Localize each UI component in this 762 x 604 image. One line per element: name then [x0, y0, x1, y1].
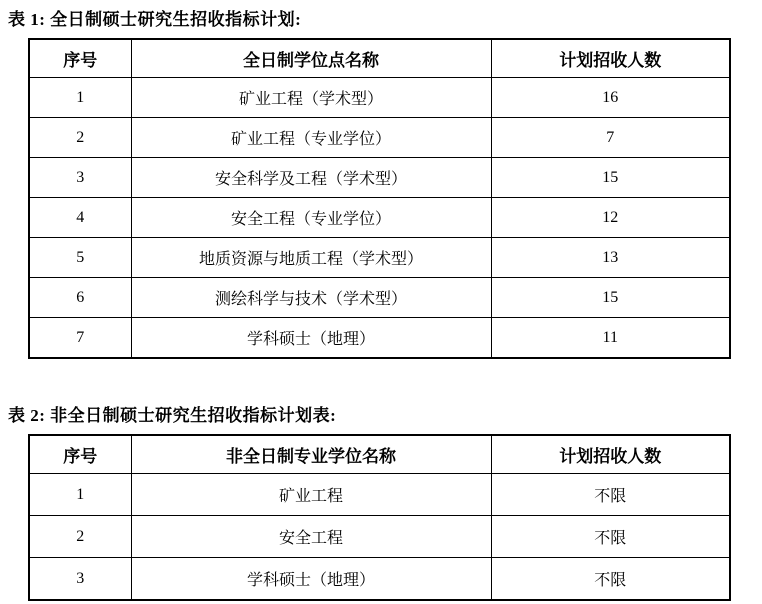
cell-planned-count: 16 [491, 78, 730, 118]
header-seq: 序号 [29, 39, 131, 78]
cell-seq: 5 [29, 238, 131, 278]
cell-seq: 2 [29, 118, 131, 158]
cell-planned-count: 7 [491, 118, 730, 158]
cell-program-name: 安全科学及工程（学术型） [131, 158, 491, 198]
header-program-name: 全日制学位点名称 [131, 39, 491, 78]
table1-fulltime-quota [28, 38, 731, 359]
table-row [29, 516, 730, 558]
table-row [29, 158, 730, 198]
cell-planned-count: 15 [491, 158, 730, 198]
cell-planned-count: 不限 [491, 558, 730, 601]
cell-seq: 7 [29, 318, 131, 359]
cell-seq: 4 [29, 198, 131, 238]
table-row [29, 238, 730, 278]
table2-parttime-quota [28, 434, 731, 601]
table-row [29, 198, 730, 238]
table2-title: 表 2: 非全日制硕士研究生招收指标计划表: [8, 406, 337, 425]
cell-planned-count: 不限 [491, 474, 730, 516]
cell-planned-count: 不限 [491, 516, 730, 558]
cell-program-name: 测绘科学与技术（学术型） [131, 278, 491, 318]
header-program-name: 非全日制专业学位名称 [131, 435, 491, 474]
header-planned-count: 计划招收人数 [491, 39, 730, 78]
cell-planned-count: 11 [491, 318, 730, 359]
cell-program-name: 安全工程 [131, 516, 491, 558]
table-row [29, 118, 730, 158]
table-row [29, 474, 730, 516]
header-planned-count: 计划招收人数 [491, 435, 730, 474]
cell-program-name: 矿业工程（专业学位） [131, 118, 491, 158]
header-seq: 序号 [29, 435, 131, 474]
table2-header-row [29, 435, 730, 474]
cell-planned-count: 12 [491, 198, 730, 238]
table1-title: 表 1: 全日制硕士研究生招收指标计划: [8, 10, 302, 29]
cell-planned-count: 13 [491, 238, 730, 278]
cell-seq: 3 [29, 158, 131, 198]
cell-planned-count: 15 [491, 278, 730, 318]
cell-program-name: 学科硕士（地理） [131, 318, 491, 359]
cell-seq: 1 [29, 78, 131, 118]
table-row [29, 318, 730, 359]
cell-seq: 2 [29, 516, 131, 558]
table1-header-row [29, 39, 730, 78]
cell-program-name: 矿业工程 [131, 474, 491, 516]
cell-program-name: 安全工程（专业学位） [131, 198, 491, 238]
cell-seq: 1 [29, 474, 131, 516]
cell-seq: 3 [29, 558, 131, 601]
table-row [29, 78, 730, 118]
cell-program-name: 矿业工程（学术型） [131, 78, 491, 118]
table-row [29, 558, 730, 601]
cell-program-name: 学科硕士（地理） [131, 558, 491, 601]
table-row [29, 278, 730, 318]
cell-seq: 6 [29, 278, 131, 318]
cell-program-name: 地质资源与地质工程（学术型） [131, 238, 491, 278]
